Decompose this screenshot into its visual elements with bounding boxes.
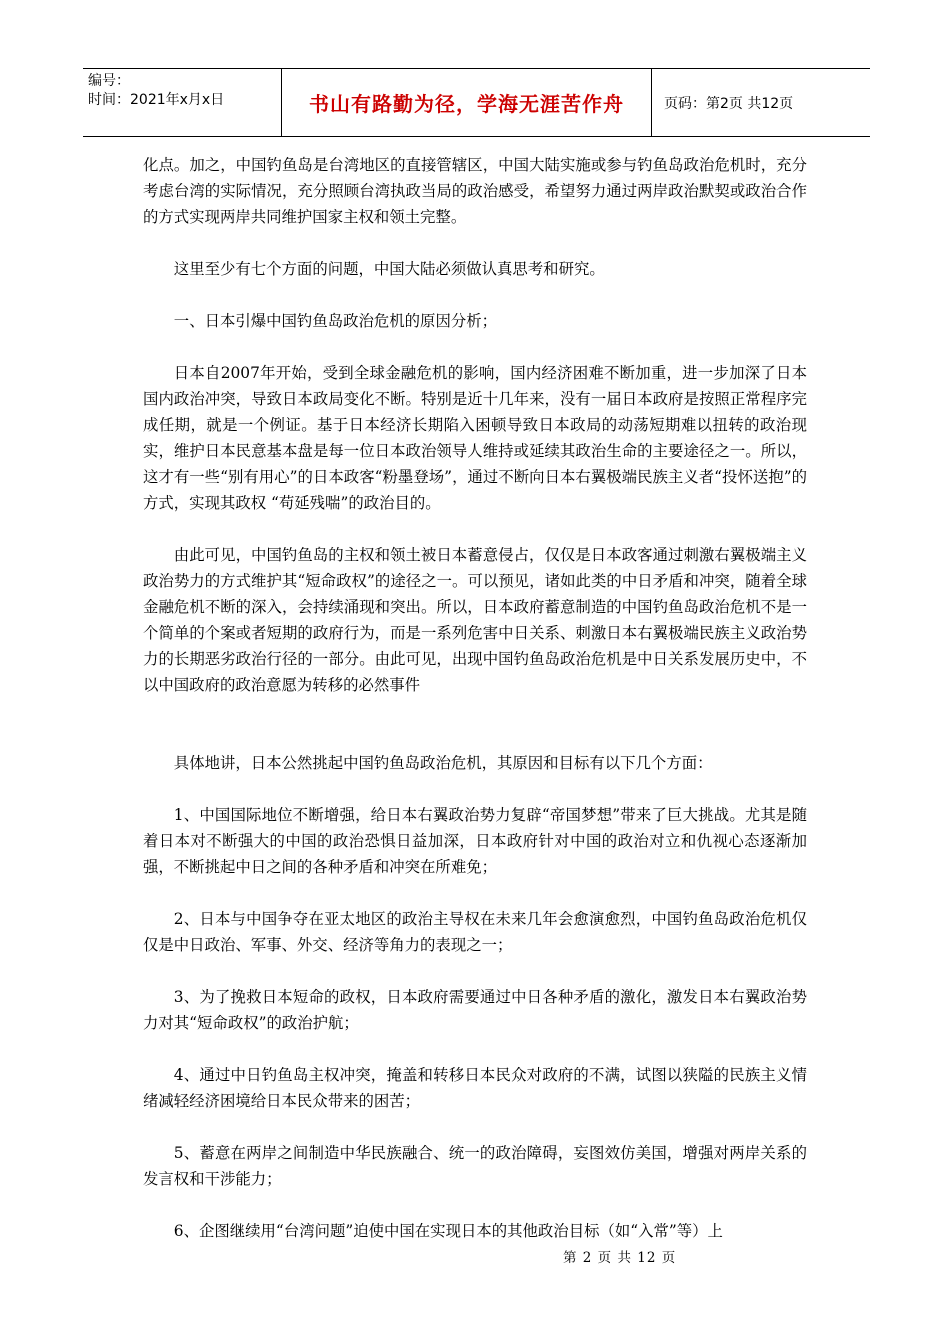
serial-label: 编号： — [88, 73, 130, 89]
list-item: 5、蓄意在两岸之间制造中华民族融合、统一的政治障碍，妄图效仿美国，增强对两岸关系的发言权和干涉能力； — [143, 1144, 807, 1188]
list-item: 2、日本与中国争夺在亚太地区的政治主导权在未来几年会愈演愈烈，中国钓鱼岛政治危机仅仅是中日政治、军事、外交、经济等角力的表现之一； — [143, 910, 807, 954]
time-label: 时间：2021年x月x日 — [88, 92, 225, 108]
paragraph: 由此可见，中国钓鱼岛的主权和领土被日本蓄意侵占，仅仅是日本政客通过刺激右翼极端主义政治势力的方式维护其“短命政权”的途径之一。可以预见，诸如此类的中日矛盾和冲突，随着全球金融危机不断的深入，会持续涌现和突出。所以，日本政府蓄意制造的中国钓鱼岛政治危机不是一个简单的个案或者短期的政府行为，而是一系列危害中日关系、刺激日本右翼极端民族主义政治势力的长期恶劣政治行径的一部分。由此可见，出现中国钓鱼岛政治危机是中日关系发展历史中，不以中国政府的政治意愿为转移的必然事件 — [143, 546, 807, 694]
header-page-info: 页码：第2页 共12页 — [664, 95, 794, 112]
document-body — [143, 152, 807, 1244]
document-header — [83, 68, 870, 137]
paragraph: 日本自2007年开始，受到全球金融危机的影响，国内经济困难不断加重，进一步加深了日本国内政治冲突，导致日本政局变化不断。特别是近十几年来，没有一届日本政府是按照正常程序完成任期，就是一个例证。基于日本经济长期陷入困顿导致日本政局的动荡短期难以扭转的政治现实，维护日本民意基本盘是每一位日本政治领导人维持或延续其政治生命的主要途径之一。所以，这才有一些“别有用心”的日本政客“粉墨登场”，通过不断向日本右翼极端民族主义者“投怀送抱”的方式，实现其政权 “苟延残喘”的政治目的。 — [143, 364, 807, 512]
header-meta — [83, 69, 282, 136]
page-footer: 第 2 页 共 12 页 — [563, 1250, 677, 1266]
paragraph-continuation: 化点。加之，中国钓鱼岛是台湾地区的直接管辖区，中国大陆实施或参与钓鱼岛政治危机时，充分考虑台湾的实际情况，充分照顾台湾执政当局的政治感受，希望努力通过两岸政治默契或政治合作的方式实现两岸共同维护国家主权和领土完整。 — [143, 156, 807, 226]
paragraph-intro: 这里至少有七个方面的问题，中国大陆必须做认真思考和研究。 — [173, 260, 605, 278]
list-item: 3、为了挽救日本短命的政权，日本政府需要通过中日各种矛盾的激化，激发日本右翼政治势力对其“短命政权”的政治护航； — [143, 988, 807, 1032]
list-item: 6、企图继续用“台湾问题”迫使中国在实现日本的其他政治目标（如“入常”等）上 — [173, 1222, 723, 1240]
section-heading: 一、日本引爆中国钓鱼岛政治危机的原因分析； — [173, 312, 498, 330]
list-item: 4、通过中日钓鱼岛主权冲突，掩盖和转移日本民众对政府的不满，试图以狭隘的民族主义情绪减轻经济困境给日本民众带来的困苦； — [143, 1066, 807, 1110]
header-motto: 书山有路勤为径，学海无涯苦作舟 — [282, 69, 652, 136]
paragraph: 具体地讲，日本公然挑起中国钓鱼岛政治危机，其原因和目标有以下几个方面： — [173, 754, 713, 772]
list-item: 1、中国国际地位不断增强，给日本右翼政治势力复辟“帝国梦想”带来了巨大挑战。尤其是随着日本对不断强大的中国的政治恐惧日益加深，日本政府针对中国的政治对立和仇视心态逐渐加强，不断挑起中日之间的各种矛盾和冲突在所难免； — [143, 806, 807, 876]
